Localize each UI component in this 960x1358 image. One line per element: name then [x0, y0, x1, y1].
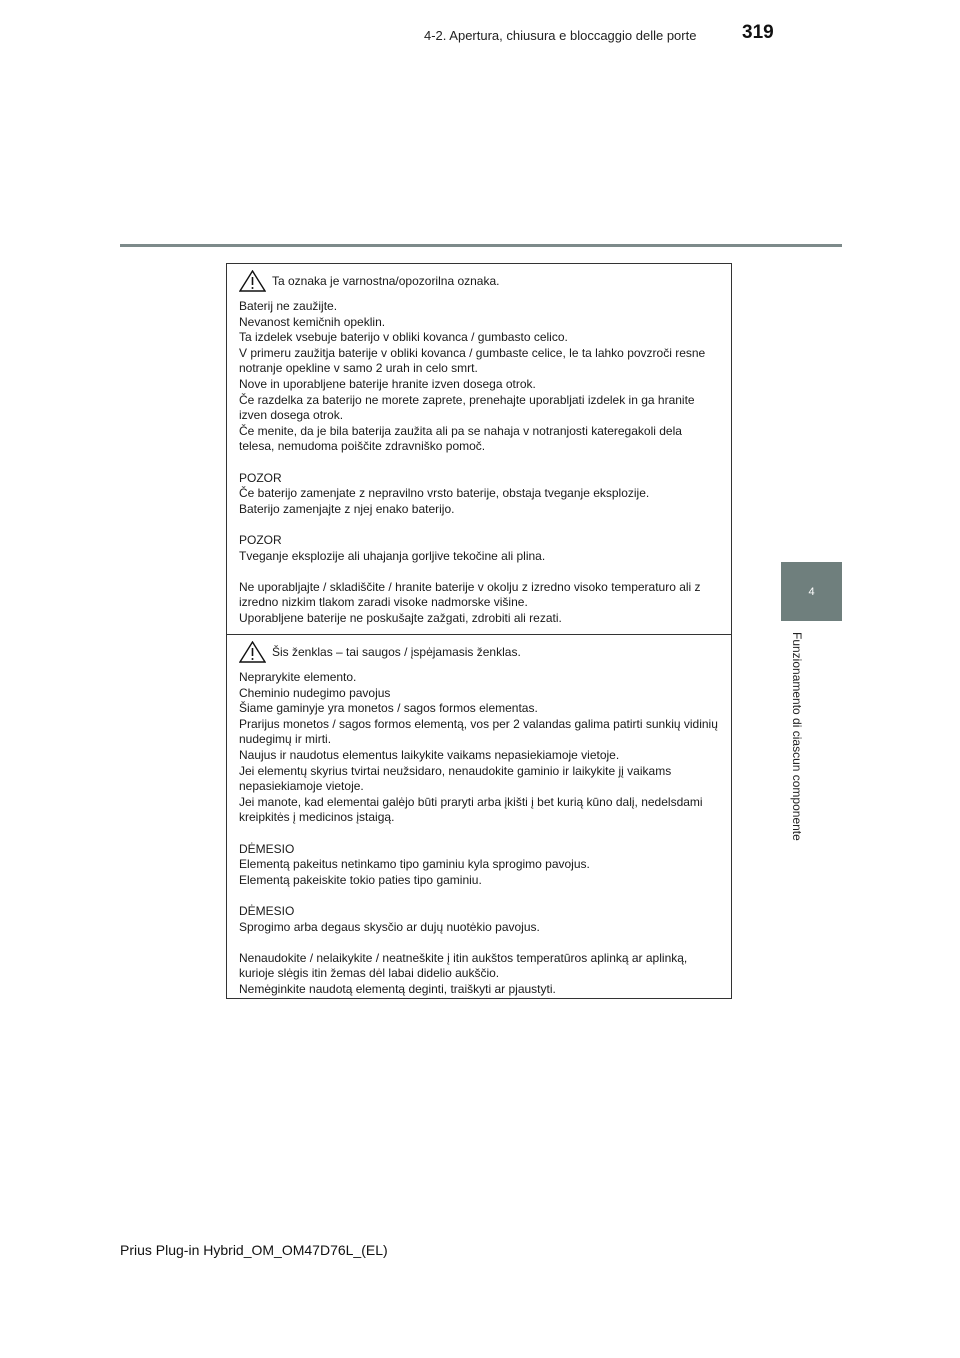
- warning-body: [239, 670, 719, 997]
- warning-section-lithuanian: [227, 634, 731, 998]
- chapter-title: Funzionamento di ciascun componente: [790, 632, 804, 841]
- warning-section-slovenian: [227, 264, 731, 634]
- warning-triangle-icon: [239, 270, 266, 292]
- warning-heading-row: [239, 635, 719, 669]
- chapter-number: 4: [808, 585, 815, 598]
- header-rule: [120, 244, 842, 247]
- warning-paragraph: Nenaudokite / nelaikykite / neatneškite į itin aukštos temperatūros aplinką ar aplinką, kurioje slėgis itin žemas dėl labai didelio aukščio. Nemėginkite naudotą elementą deginti, traiškyti ar pjaustyti.: [239, 950, 688, 996]
- warning-box: [226, 263, 732, 999]
- chapter-tab: [781, 562, 842, 621]
- warning-body: [239, 299, 719, 626]
- warning-paragraph: DĖMESIO Sprogimo arba degaus skysčio ar dujų nuotėkio pavojus.: [239, 903, 540, 934]
- warning-paragraph: Baterij ne zaužijte. Nevanost kemičnih opeklin. Ta izdelek vsebuje baterijo v obliki kovanca / gumbasto celico. V primeru zaužitja baterije v obliki kovanca / gumbaste celice, le ta lahko povzroči resne notranje opekline v samo 2 urah in celo smrt. Nove in uporabljene baterije hranite izven dosega otrok. Če razdelka za baterijo ne morete zaprete, prenehajte uporabljati izdelek in ga hranite izven dosega otrok. Če menite, da je bila baterija zaužita ali pa se nahaja v notranjosti kateregakoli dela telesa, nemudoma poiščite zdravniško pomoč.: [239, 299, 706, 454]
- warning-paragraph: POZOR Če baterijo zamenjate z nepravilno vrsto baterije, obstaja tveganje eksplozije. Baterijo zamenjajte z njej enako baterijo.: [239, 470, 650, 516]
- document-id: Prius Plug-in Hybrid_OM_OM47D76L_(EL): [120, 1242, 388, 1258]
- section-title: 4-2. Apertura, chiusura e bloccaggio delle porte: [424, 28, 697, 43]
- warning-heading: Šis ženklas – tai saugos / įspėjamasis ženklas.: [272, 645, 521, 659]
- warning-heading: Ta oznaka je varnostna/opozorilna oznaka.: [272, 274, 500, 288]
- page-number: 319: [742, 22, 774, 43]
- warning-paragraph: DĖMESIO Elementą pakeitus netinkamo tipo gaminiu kyla sprogimo pavojus. Elementą pakeiskite tokio paties tipo gaminiu.: [239, 841, 590, 887]
- warning-paragraph: Ne uporabljajte / skladiščite / hranite baterije v okolju z izredno visoko temperaturo ali z izredno nizkim tlakom zaradi visoke nadmorske višine. Uporabljene baterije ne poskušajte zažgati, zdrobiti ali rezati.: [239, 579, 701, 625]
- warning-paragraph: Neprarykite elemento. Cheminio nudegimo pavojus Šiame gaminyje yra monetos / sagos formos elementas. Prarijus monetos / sagos formos elementą, vos per 2 valandas galima patirti sunkių vidinių nudegimų ir mirti. Naujus ir naudotus elementus laikykite vaikams nepasiekiamoje vietoje. Jei elementų skyrius tvirtai neužsidaro, nenaudokite gaminio ir laikykite jį vaikams nepasiekiamoje vietoje. Jei manote, kad elementai galėjo būti praryti arba įkišti į bet kurią kūno dalį, nedelsdami kreipkitės į medicinos įstaigą.: [239, 670, 718, 825]
- warning-heading-row: [239, 264, 719, 298]
- warning-paragraph: POZOR Tveganje eksplozije ali uhajanja gorljive tekočine ali plina.: [239, 532, 546, 563]
- warning-triangle-icon: [239, 641, 266, 663]
